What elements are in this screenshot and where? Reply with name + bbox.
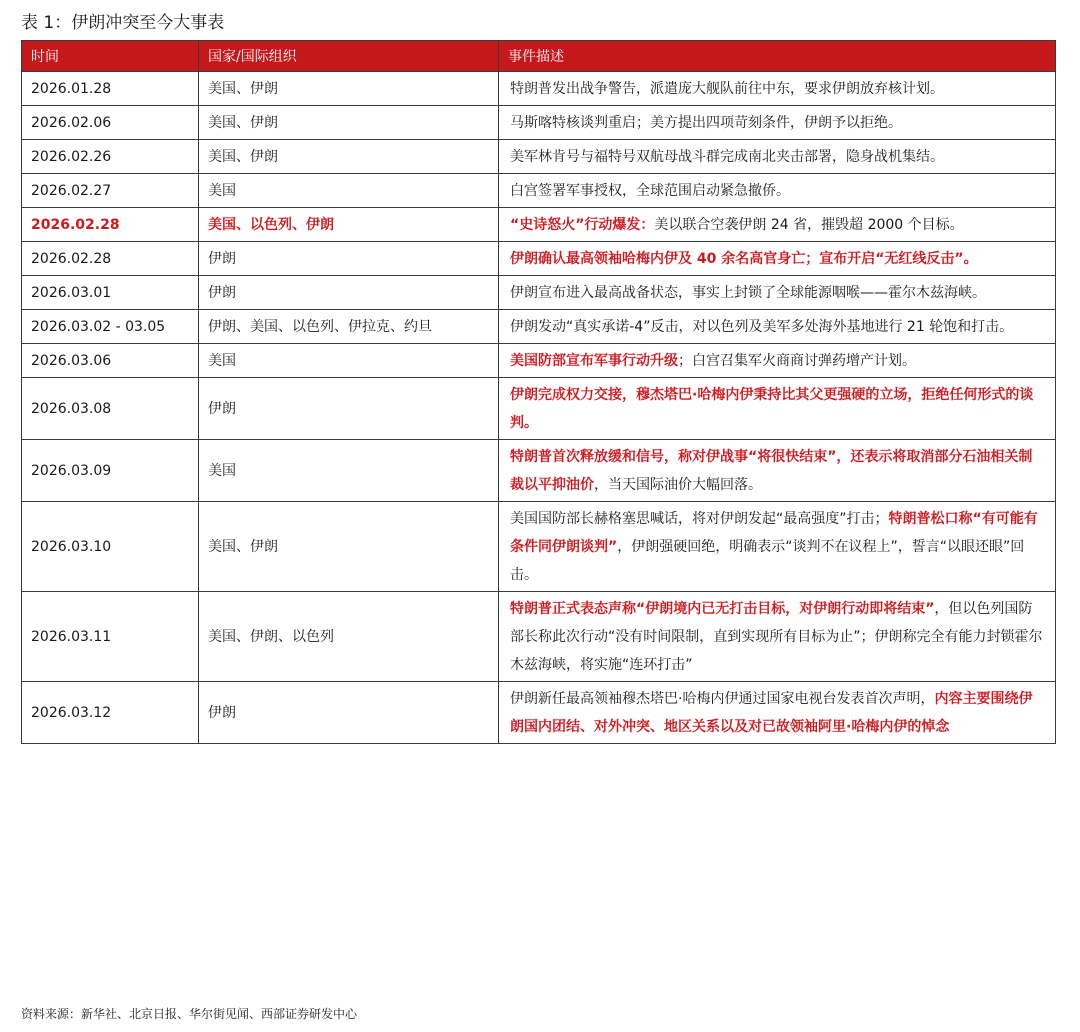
description-emphasis: 伊朗确认最高领袖哈梅内伊及 40 余名高官身亡；宣布开启“无红线反击”。 bbox=[510, 251, 978, 267]
table-row bbox=[22, 208, 1056, 242]
event-parties: 美国 bbox=[199, 174, 499, 208]
event-date: 2026.02.28 bbox=[22, 242, 199, 276]
table-row bbox=[22, 174, 1056, 208]
event-parties: 伊朗 bbox=[199, 378, 499, 440]
event-description bbox=[499, 106, 1056, 140]
event-description bbox=[499, 174, 1056, 208]
description-text: 马斯喀特核谈判重启；美方提出四项苛刻条件，伊朗予以拒绝。 bbox=[510, 115, 902, 131]
description-text: ，但以色列国防部长称此次行动“没有时间限制，直到实现所有目标为止”；伊朗称完全有能力封锁霍尔木兹海峡，将实施“连环打击” bbox=[510, 601, 1043, 673]
event-description bbox=[499, 344, 1056, 378]
table-row bbox=[22, 378, 1056, 440]
description-text: ，伊朗强硬回绝，明确表示“谈判不在议程上”，誓言“以眼还眼”回击。 bbox=[510, 539, 1025, 583]
description-text: 美军林肯号与福特号双航母战斗群完成南北夹击部署，隐身战机集结。 bbox=[510, 149, 944, 165]
event-description bbox=[499, 310, 1056, 344]
event-parties: 伊朗 bbox=[199, 276, 499, 310]
event-parties: 美国 bbox=[199, 440, 499, 502]
table-row bbox=[22, 344, 1056, 378]
table-row bbox=[22, 682, 1056, 744]
event-parties: 美国、伊朗 bbox=[199, 140, 499, 174]
description-emphasis: 内容主要围绕伊朗国内团结、对外冲突、地区关系以及对已故领袖阿里·哈梅内伊的悼念 bbox=[510, 691, 1033, 735]
table-row bbox=[22, 106, 1056, 140]
table-title: 表 1：伊朗冲突至今大事表 bbox=[21, 13, 225, 33]
source-note: 资料来源：新华社、北京日报、华尔街见闻、西部证券研发中心 bbox=[21, 1007, 358, 1021]
event-date: 2026.03.09 bbox=[22, 440, 199, 502]
description-text: 美国国防部长赫格塞思喊话，将对伊朗发起“最高强度”打击； bbox=[510, 511, 889, 527]
event-description bbox=[499, 682, 1056, 744]
description-text: 伊朗宣布进入最高战备状态，事实上封锁了全球能源咽喉——霍尔木兹海峡。 bbox=[510, 285, 986, 301]
event-description bbox=[499, 502, 1056, 592]
table-row bbox=[22, 140, 1056, 174]
description-emphasis: 特朗普正式表态声称“伊朗境内已无打击目标，对伊朗行动即将结束” bbox=[510, 601, 935, 617]
event-description bbox=[499, 208, 1056, 242]
description-text: ；白宫召集军火商商讨弹药增产计划。 bbox=[678, 353, 916, 369]
event-date: 2026.03.02 - 03.05 bbox=[22, 310, 199, 344]
event-parties: 伊朗、美国、以色列、伊拉克、约旦 bbox=[199, 310, 499, 344]
event-description bbox=[499, 140, 1056, 174]
event-date: 2026.03.08 bbox=[22, 378, 199, 440]
event-date: 2026.02.27 bbox=[22, 174, 199, 208]
event-parties: 美国、伊朗 bbox=[199, 106, 499, 140]
description-emphasis: 特朗普首次释放缓和信号，称对伊战事“将很快结束”，还表示将取消部分石油相关制裁以平抑油价 bbox=[510, 449, 1033, 493]
description-text: 伊朗发动“真实承诺-4”反击，对以色列及美军多处海外基地进行 21 轮饱和打击。 bbox=[510, 319, 1014, 335]
event-date: 2026.03.06 bbox=[22, 344, 199, 378]
description-text: ，当天国际油价大幅回落。 bbox=[594, 477, 762, 493]
event-parties: 美国、伊朗 bbox=[199, 72, 499, 106]
description-text: 白宫签署军事授权，全球范围启动紧急撤侨。 bbox=[510, 183, 790, 199]
table-body bbox=[22, 72, 1056, 744]
header-time: 时间 bbox=[22, 41, 199, 72]
event-parties: 伊朗 bbox=[199, 242, 499, 276]
table-row bbox=[22, 310, 1056, 344]
events-table bbox=[21, 40, 1056, 744]
header-description: 事件描述 bbox=[499, 41, 1056, 72]
event-parties: 美国、伊朗 bbox=[199, 502, 499, 592]
description-emphasis: 美国防部宣布军事行动升级 bbox=[510, 353, 678, 369]
table-row bbox=[22, 592, 1056, 682]
event-date: 2026.03.11 bbox=[22, 592, 199, 682]
event-date: 2026.03.12 bbox=[22, 682, 199, 744]
event-description bbox=[499, 72, 1056, 106]
event-date: 2026.03.10 bbox=[22, 502, 199, 592]
event-parties: 美国、伊朗、以色列 bbox=[199, 592, 499, 682]
description-emphasis: 伊朗完成权力交接，穆杰塔巴·哈梅内伊秉持比其父更强硬的立场，拒绝任何形式的谈判。 bbox=[510, 387, 1034, 431]
event-description bbox=[499, 276, 1056, 310]
event-date: 2026.02.06 bbox=[22, 106, 199, 140]
description-emphasis: “史诗怒火”行动爆发： bbox=[510, 217, 655, 233]
description-text: 伊朗新任最高领袖穆杰塔巴·哈梅内伊通过国家电视台发表首次声明， bbox=[510, 691, 935, 707]
event-description bbox=[499, 242, 1056, 276]
event-parties: 美国 bbox=[199, 344, 499, 378]
description-text: 美以联合空袭伊朗 24 省，摧毁超 2000 个目标。 bbox=[654, 217, 964, 233]
event-description bbox=[499, 378, 1056, 440]
table-header-row bbox=[22, 41, 1056, 72]
table-row bbox=[22, 72, 1056, 106]
event-parties: 伊朗 bbox=[199, 682, 499, 744]
table-row bbox=[22, 242, 1056, 276]
table-row bbox=[22, 502, 1056, 592]
event-date: 2026.01.28 bbox=[22, 72, 199, 106]
table-row bbox=[22, 276, 1056, 310]
event-date: 2026.02.28 bbox=[22, 208, 199, 242]
event-description bbox=[499, 440, 1056, 502]
event-parties: 美国、以色列、伊朗 bbox=[199, 208, 499, 242]
table-row bbox=[22, 440, 1056, 502]
event-date: 2026.03.01 bbox=[22, 276, 199, 310]
event-description bbox=[499, 592, 1056, 682]
header-country: 国家/国际组织 bbox=[199, 41, 499, 72]
description-emphasis: 特朗普松口称“有可能有条件同伊朗谈判” bbox=[510, 511, 1038, 555]
event-date: 2026.02.26 bbox=[22, 140, 199, 174]
description-text: 特朗普发出战争警告，派遣庞大舰队前往中东，要求伊朗放弃核计划。 bbox=[510, 81, 944, 97]
